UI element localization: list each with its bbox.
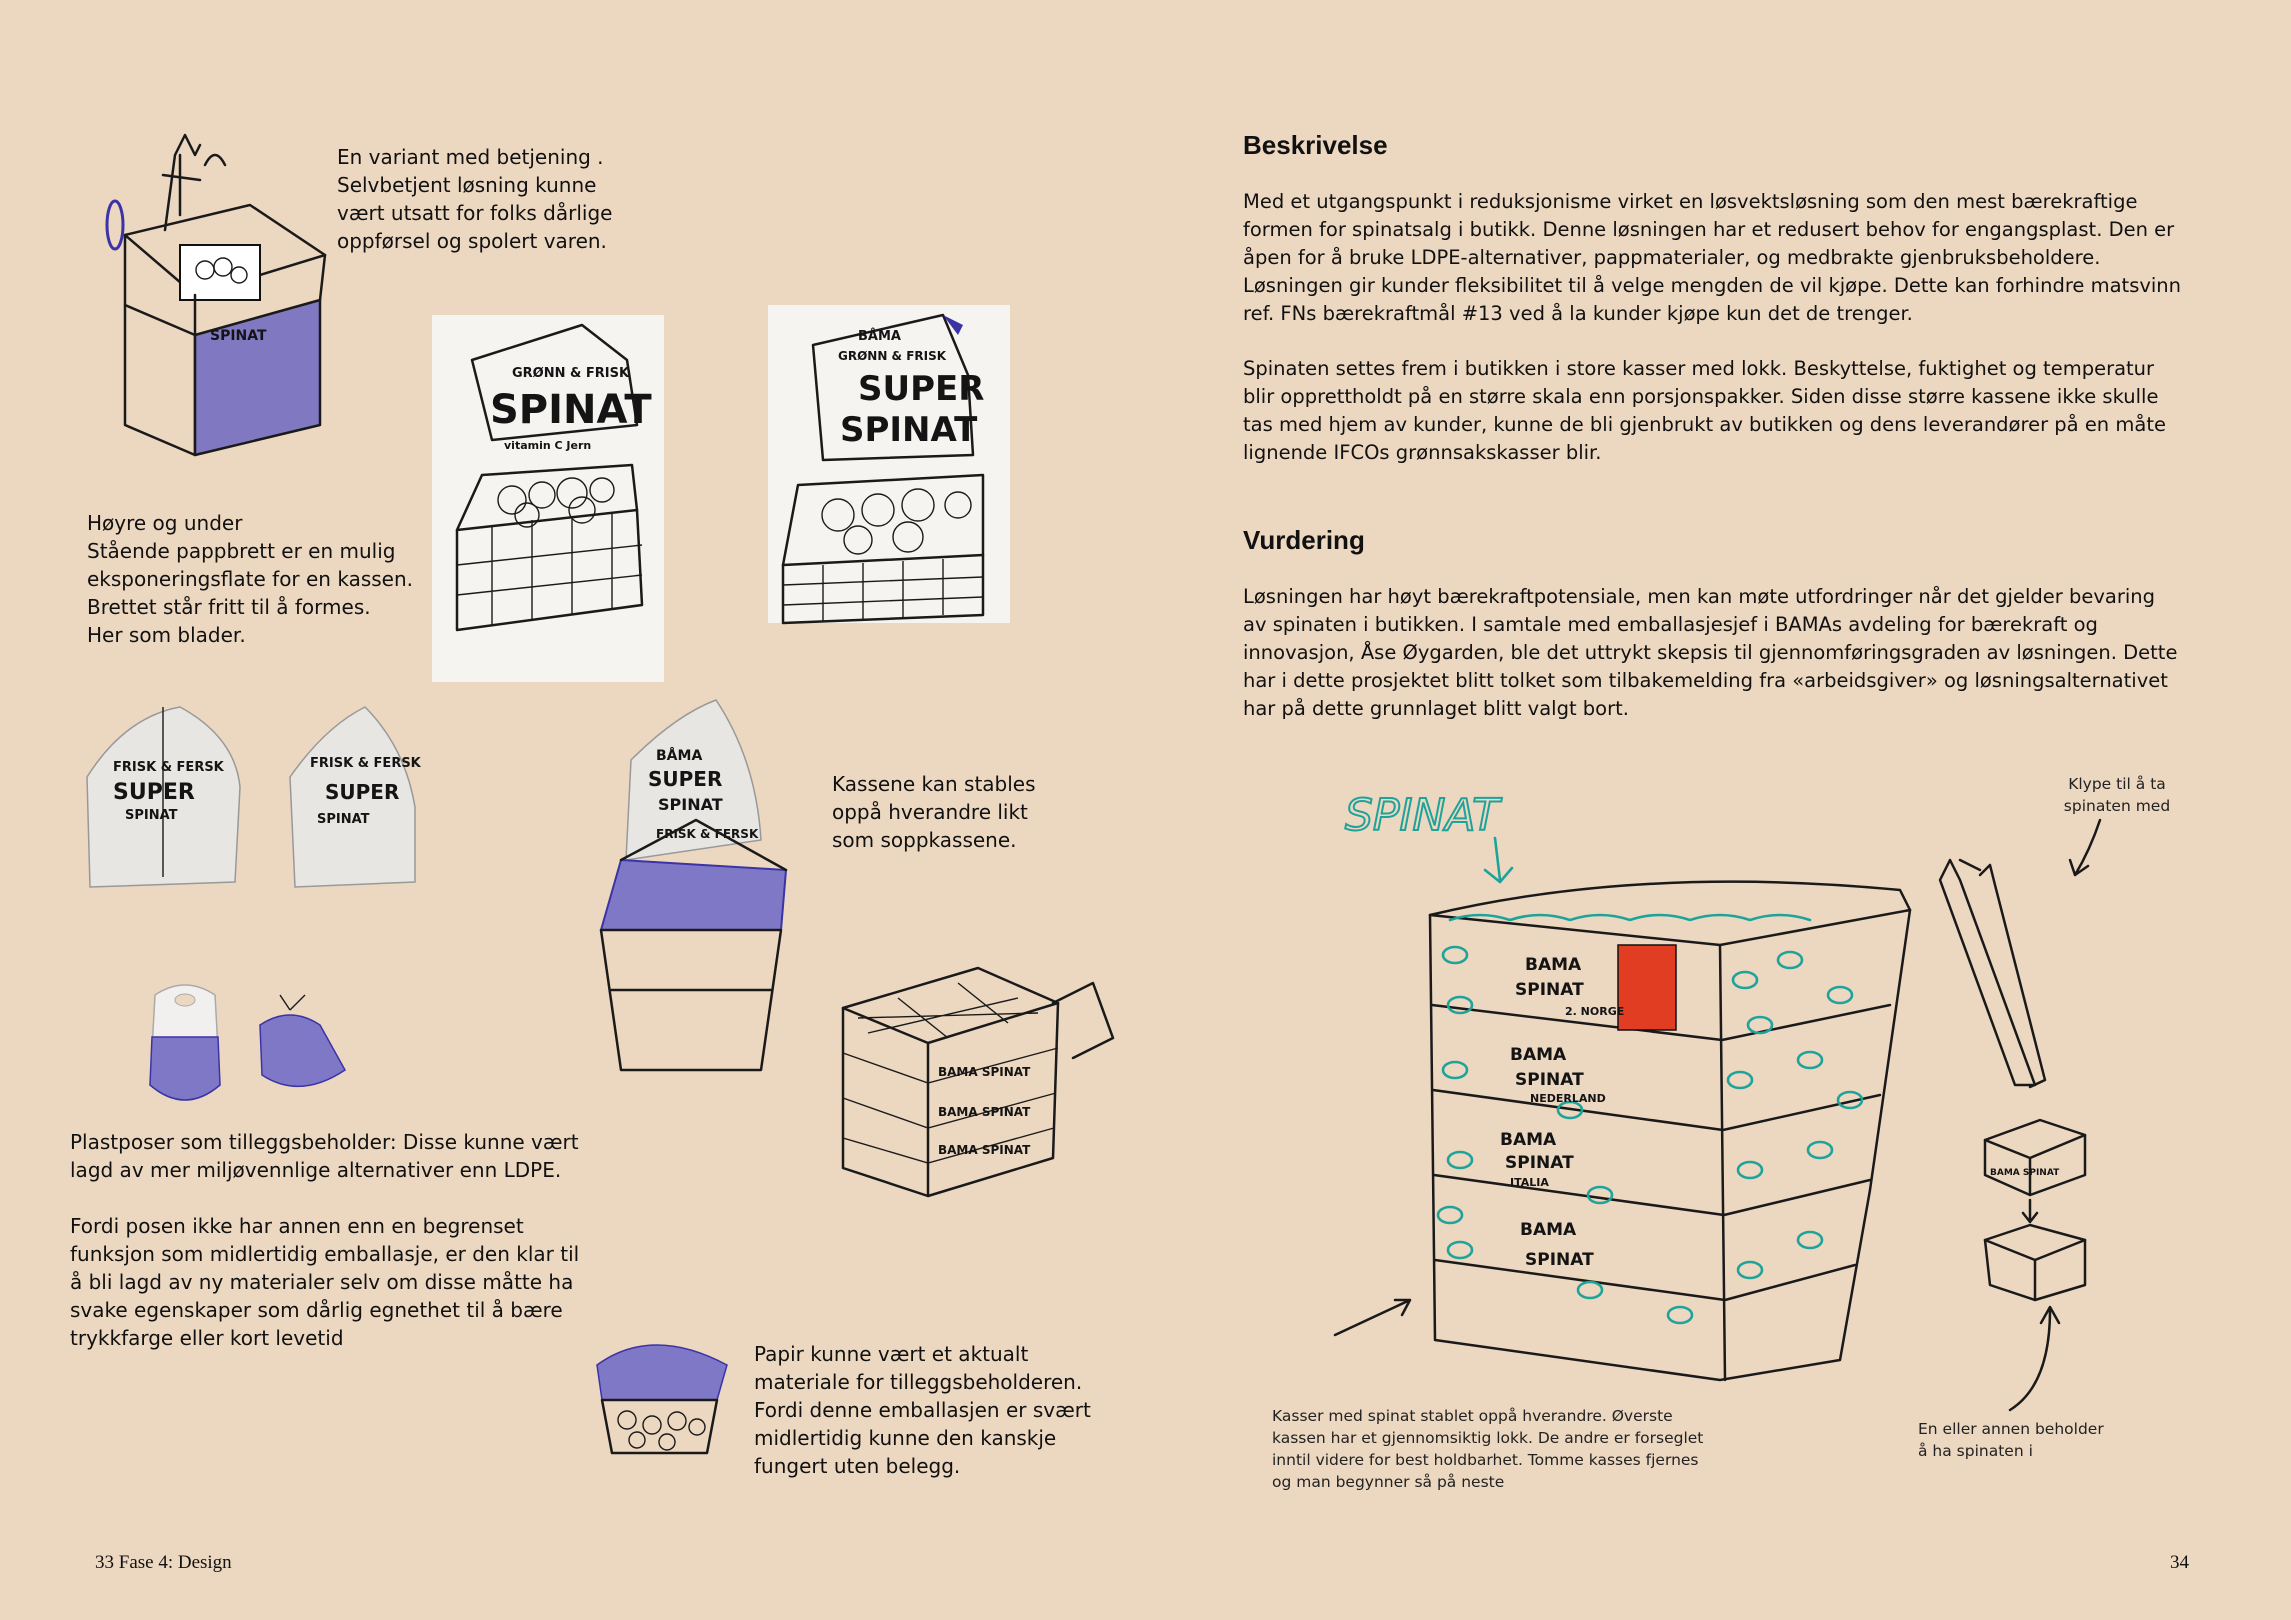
annotation-crates: Kasser med spinat stablet oppå hverandre. Øverste kassen har et gjennomsiktig lokk. De andre er forseglet inntil videre for best holdbarhet. Tomme kasses fjernes og man begynner så på neste — [1272, 1407, 1704, 1491]
caption-standing-board: Høyre og under Stående pappbrett er en mulig eksponeringsflate for en kassen. Brettet står fritt til å formes. Her som blader. — [87, 511, 414, 647]
sketch-label-spinat-teal: SPINAT — [1345, 790, 1500, 841]
svg-text:vitamin C Jern: vitamin C Jern — [504, 439, 592, 452]
svg-text:BAMA: BAMA — [1525, 955, 1582, 975]
svg-text:BAMA SPINAT: BAMA SPINAT — [938, 1105, 1031, 1119]
svg-text:BAMA: BAMA — [1510, 1045, 1567, 1065]
paragraph-vurdering: Løsningen har høyt bærekraftpotensiale, men kan møte utfordringer når det gjelder bevaring av spinaten i butikken. I samtale med emballasjesjef i BAMAs avdeling for bærekraft og innovasjon, Åse Øygarden, ble det uttrykt skepsis til gjennomføringsgraden av løsningen. Dette har i dette prosjektet blitt tolket som tilbakemelding fra «arbeidsgiver» og løsningsalternativet har på dette grunnlaget blitt valgt bort. — [1243, 585, 2178, 720]
annotation-tongs: Klype til å ta spinaten med — [2063, 775, 2171, 815]
svg-text:SPINAT: SPINAT — [658, 795, 723, 814]
svg-text:2. NORGE: 2. NORGE — [1565, 1005, 1625, 1018]
svg-text:SPINAT: SPINAT — [1505, 1153, 1574, 1173]
folio-left: 33 Fase 4: Design — [95, 1552, 232, 1573]
sketch-label-spinat-small: SPINAT — [210, 328, 267, 344]
heading-beskrivelse: Beskrivelse — [1243, 130, 1388, 160]
svg-text:SUPER: SUPER — [113, 780, 195, 805]
svg-text:BAMA SPINAT: BAMA SPINAT — [938, 1143, 1031, 1157]
svg-text:SPINAT: SPINAT — [840, 410, 978, 450]
sketch-paper-container — [592, 1325, 732, 1455]
board-title-super: SUPER — [858, 369, 985, 409]
svg-text:FRISK & FERSK: FRISK & FERSK — [113, 760, 224, 775]
svg-text:BÅMA: BÅMA — [858, 329, 901, 344]
sketch-tongs — [1935, 855, 2065, 1095]
svg-text:SUPER: SUPER — [325, 780, 400, 804]
svg-text:GRØNN & FRISK: GRØNN & FRISK — [512, 366, 630, 381]
sketch-crate-leaf-board — [596, 700, 796, 1070]
svg-text:BAMA: BAMA — [1500, 1130, 1557, 1150]
board-title-spinat: SPINAT — [490, 387, 652, 433]
caption-paper: Papir kunne vært et aktualt materiale for tilleggsbeholderen. Fordi denne emballasjen er svært midlertidig kunne den kanskje fungert uten belegg. — [754, 1342, 1091, 1478]
sketch-plastic-bags — [140, 975, 355, 1115]
svg-text:SPINAT: SPINAT — [1515, 1070, 1584, 1090]
annotation-container: En eller annen beholder å ha spinaten i — [1918, 1420, 2104, 1460]
caption-plastic-bags: Plastposer som tilleggsbeholder: Disse kunne vært lagd av mer miljøvennlige alternativer enn LDPE. Fordi posen ikke har annen enn en begrenset funksjon som midlertidig emballasje, er den klar til å bli lagd av ny materialer selv om disse måtte ha svake egenskaper som dårlig egnethet til å bære trykkfarge eller kort levetid — [70, 1130, 580, 1350]
svg-text:BAMA SPINAT: BAMA SPINAT — [938, 1065, 1031, 1079]
svg-text:SPINAT: SPINAT — [1525, 1250, 1594, 1270]
heading-vurdering: Vurdering — [1243, 525, 1365, 555]
caption-serviced-variant: En variant med betjening . Selvbetjent løsning kunne vært utsatt for folks dårlige oppførsel og spolert varen. — [337, 145, 613, 253]
svg-text:BAMA SPINAT: BAMA SPINAT — [1990, 1168, 2060, 1178]
sketch-leaf-boards — [85, 707, 445, 887]
paragraph-beskrivelse-2: Spinaten settes frem i butikken i store kasser med lokk. Beskyttelse, fuktighet og temperatur blir opprettholdt på en større skala enn porsjonspakker. Siden disse større kassene ikke skulle tas med hjem av kunder, kunne de bli gjenbrukt av butikken og dens leverandører på en måte lignende IFCOs grønnsakskasser blir. — [1243, 357, 2166, 464]
arrow-to-container — [2005, 1305, 2065, 1415]
sketch-serviced-variant — [105, 135, 335, 455]
svg-text:SPINAT: SPINAT — [125, 808, 178, 823]
folio-right: 34 — [2170, 1552, 2189, 1573]
sketch-small-container — [1980, 1110, 2100, 1300]
svg-text:FRISK & FERSK: FRISK & FERSK — [656, 827, 759, 841]
sketch-crate-standing-board-2 — [768, 305, 1010, 623]
svg-text:SUPER: SUPER — [648, 767, 723, 791]
paragraph-beskrivelse-1: Med et utgangspunkt i reduksjonisme virket en løsvektsløsning som den mest bærekraftige formen for spinatsalg i butikk. Denne løsningen har et redusert behov for engangsplast. Den er åpen for å bruke LDPE-alternativer, pappmaterialer, og medbrakte gjenbruksbeholdere. Løsningen gir kunder fleksibilitet til å velge mengden de vil kjøpe. Dette kan forhindre matsvinn ref. FNs bærekraftmål #13 ved å la kunder kjøpe kun det de trenger. — [1243, 190, 2182, 325]
svg-text:NEDERLAND: NEDERLAND — [1530, 1092, 1606, 1105]
svg-text:SPINAT: SPINAT — [317, 812, 370, 827]
caption-stackable: Kassene kan stables oppå hverandre likt som soppkassene. — [832, 772, 1036, 852]
svg-text:ITALIA: ITALIA — [1510, 1176, 1549, 1189]
svg-text:FRISK & FERSK: FRISK & FERSK — [310, 756, 421, 771]
svg-text:SPINAT: SPINAT — [1515, 980, 1584, 1000]
sketch-crate-standing-board-1 — [432, 315, 664, 682]
arrow-to-tongs — [2070, 820, 2110, 880]
sketch-stacked-spinach-crates — [1340, 770, 1930, 1380]
svg-text:GRØNN & FRISK: GRØNN & FRISK — [838, 349, 947, 363]
svg-text:BÅMA: BÅMA — [656, 748, 703, 764]
sketch-stacked-crates — [838, 958, 1123, 1198]
svg-text:BAMA: BAMA — [1520, 1220, 1577, 1240]
